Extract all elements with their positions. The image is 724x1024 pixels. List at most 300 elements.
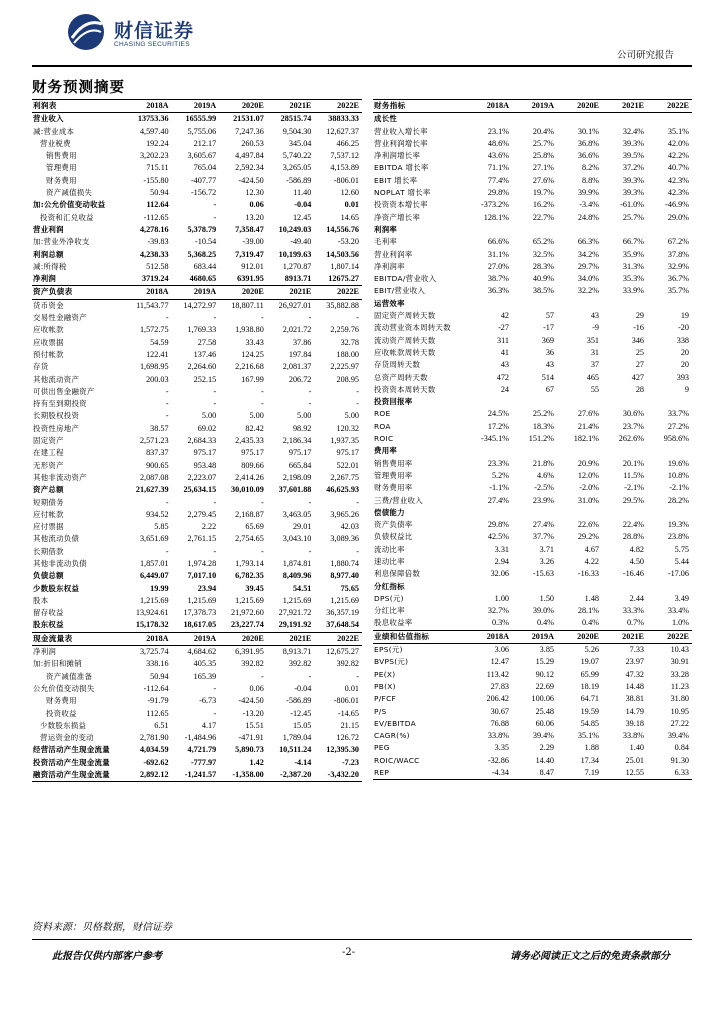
cell-value: 1,789.04 bbox=[282, 733, 312, 743]
cell-value: 1.00 bbox=[494, 593, 509, 603]
cell-value: 953.48 bbox=[193, 460, 217, 470]
cell-value: 29.01 bbox=[292, 522, 312, 532]
cell-value: 2,087.08 bbox=[139, 472, 169, 482]
cell-value: 1,938.80 bbox=[235, 325, 264, 335]
table-row bbox=[32, 410, 362, 422]
cell-value: 17.34 bbox=[580, 755, 599, 765]
cell-value: 124.25 bbox=[241, 349, 264, 359]
cell-value: 23.7% bbox=[622, 421, 644, 431]
cell-value: 151.2% bbox=[528, 434, 554, 444]
cell-value: -777.97 bbox=[190, 757, 217, 767]
cell-value: 27.6% bbox=[577, 409, 599, 419]
cell-value: 36.7% bbox=[667, 274, 689, 284]
cell-value: 405.35 bbox=[193, 659, 217, 669]
cell-value: 346 bbox=[631, 335, 644, 345]
cell-value: -2.1% bbox=[624, 483, 644, 493]
table-row bbox=[32, 349, 362, 361]
cell-value bbox=[467, 224, 512, 236]
cell-value: 54.85 bbox=[580, 718, 599, 728]
cell-value: 7.19 bbox=[557, 767, 602, 780]
row-label: 应收票据 bbox=[33, 337, 64, 347]
cell-value: - bbox=[261, 386, 264, 396]
cell-value: 25.8% bbox=[532, 151, 554, 161]
cell-value: 28 bbox=[635, 384, 644, 394]
cell-value: 14,272.97 bbox=[183, 300, 217, 310]
cell-value: -49.40 bbox=[290, 237, 312, 247]
cell-value bbox=[557, 396, 602, 408]
cell-value: 5.00 bbox=[344, 411, 359, 421]
cell-value: 934.52 bbox=[146, 509, 169, 519]
cell-value: -407.77 bbox=[190, 175, 217, 185]
cell-value: 5.00 bbox=[249, 411, 264, 421]
row-label: EBIT/营业收入 bbox=[374, 286, 426, 296]
cell-value: 1.42 bbox=[249, 757, 264, 767]
table-row bbox=[373, 322, 692, 334]
header-divider bbox=[32, 65, 692, 67]
table-row bbox=[373, 187, 692, 199]
table-row bbox=[32, 595, 362, 607]
table-row bbox=[373, 408, 692, 420]
cell-value: 28.1% bbox=[577, 606, 599, 616]
row-label: 财务费用率 bbox=[374, 483, 413, 493]
cell-value: 2,754.65 bbox=[235, 534, 264, 544]
cell-value: 12.45 bbox=[292, 212, 312, 222]
cell-value: -586.89 bbox=[286, 696, 312, 706]
table-row bbox=[32, 113, 362, 126]
cell-value: -1,484.96 bbox=[184, 733, 217, 743]
cell-value: 4680.65 bbox=[189, 274, 217, 284]
cell-value: 38.7% bbox=[487, 274, 509, 284]
cell-value: 1,974.28 bbox=[187, 558, 217, 568]
cell-value: 4.22 bbox=[584, 556, 599, 566]
table-header-row bbox=[32, 100, 362, 113]
cell-value: 39.18 bbox=[625, 718, 644, 728]
cell-value: 36.8% bbox=[577, 138, 599, 148]
cell-value: - bbox=[165, 399, 169, 409]
cell-value: 20.1% bbox=[622, 458, 644, 468]
cell-value: -3,432.20 bbox=[314, 769, 362, 782]
cell-value: 36.6% bbox=[577, 151, 599, 161]
cell-value: 10,199.63 bbox=[278, 249, 312, 259]
cell-value: -1,358.00 bbox=[219, 769, 267, 782]
cell-value: 208.95 bbox=[336, 374, 359, 384]
cell-value: 22.69 bbox=[535, 681, 554, 691]
cell-value: 25.48 bbox=[535, 706, 554, 716]
cell-value: 4.50 bbox=[629, 556, 644, 566]
footer-disclaimer-right: 请务必阅读正文之后的免责条款部分 bbox=[510, 951, 670, 962]
cell-value: 31.0% bbox=[577, 495, 599, 505]
cell-value: 3,725.74 bbox=[139, 647, 169, 657]
table-row bbox=[373, 593, 692, 605]
cell-value: 37 bbox=[590, 360, 599, 370]
cell-value: 128.1% bbox=[483, 212, 509, 222]
cell-value: 7,537.12 bbox=[330, 151, 359, 161]
cell-value: 3,202.23 bbox=[139, 151, 169, 161]
table-row bbox=[32, 337, 362, 349]
cell-value: 2,168.87 bbox=[235, 509, 264, 519]
cell-value: 23.1% bbox=[487, 126, 509, 136]
row-label: NOPLAT 增长率 bbox=[374, 188, 431, 198]
cell-value: 5,755.06 bbox=[187, 126, 217, 136]
cell-value: -806.01 bbox=[333, 696, 359, 706]
table-row bbox=[32, 484, 362, 496]
row-label: EBITDA/营业收入 bbox=[374, 274, 437, 284]
table-row bbox=[373, 384, 692, 396]
cell-value: -112.65 bbox=[143, 212, 169, 222]
cell-value: 182.1% bbox=[573, 434, 599, 444]
row-label: ROA bbox=[374, 421, 391, 431]
table-row bbox=[373, 669, 692, 681]
cell-value: 39.3% bbox=[622, 138, 644, 148]
row-label: PEG bbox=[374, 743, 390, 753]
cell-value: 522.01 bbox=[336, 460, 359, 470]
year-header: 2019A bbox=[172, 286, 220, 299]
cell-value bbox=[602, 298, 647, 310]
cell-value bbox=[512, 507, 557, 519]
cell-value: 958.6% bbox=[663, 434, 689, 444]
footer-divider bbox=[32, 939, 692, 940]
cell-value: 15,178.32 bbox=[135, 620, 169, 630]
cell-value: - bbox=[213, 313, 217, 323]
table-row bbox=[32, 583, 362, 595]
cell-value: 351 bbox=[586, 335, 599, 345]
cell-value: 10.8% bbox=[667, 470, 689, 480]
cell-value: 2,684.33 bbox=[187, 436, 217, 446]
row-label: ROIC bbox=[374, 434, 394, 444]
year-header: 2020E bbox=[557, 630, 602, 643]
row-label: 其他流动资产 bbox=[33, 374, 80, 384]
cell-value: 27.1% bbox=[532, 163, 554, 173]
cell-value: 809.66 bbox=[241, 460, 264, 470]
cell-value: - bbox=[308, 399, 312, 409]
table-row bbox=[32, 472, 362, 484]
table-header-label: 业绩和估值指标 bbox=[373, 630, 467, 643]
table-row bbox=[32, 509, 362, 521]
cell-value: 5.75 bbox=[674, 544, 689, 554]
cell-value: 18.3% bbox=[532, 421, 554, 431]
cell-value: 683.44 bbox=[193, 261, 217, 271]
cell-value: -586.89 bbox=[286, 175, 312, 185]
table-header-row bbox=[32, 286, 362, 299]
cell-value: 975.17 bbox=[288, 448, 312, 458]
cell-value: 28.3% bbox=[532, 261, 554, 271]
cell-value: 90.12 bbox=[535, 669, 554, 679]
cell-value: 75.65 bbox=[340, 583, 359, 593]
row-label: DPS(元) bbox=[374, 593, 404, 603]
cell-value: 392.82 bbox=[336, 659, 359, 669]
cell-value: 7,319.47 bbox=[235, 249, 264, 259]
cell-value: 10.95 bbox=[670, 706, 689, 716]
cell-value: 5.2% bbox=[491, 470, 509, 480]
cell-value: 43 bbox=[590, 311, 599, 321]
row-label: PB(X) bbox=[374, 681, 396, 691]
cell-value: 8,977.40 bbox=[330, 571, 359, 581]
cell-value: -14.65 bbox=[337, 708, 359, 718]
cell-value: 35.3% bbox=[622, 274, 644, 284]
cell-value bbox=[647, 581, 692, 593]
cell-value bbox=[602, 507, 647, 519]
cell-value: -3.4% bbox=[579, 200, 599, 210]
row-label: 交易性金融资产 bbox=[33, 313, 87, 323]
row-label: 可供出售金融资产 bbox=[33, 386, 95, 396]
cell-value: - bbox=[165, 546, 169, 556]
cell-value: -46.9% bbox=[665, 200, 689, 210]
cell-value: 35.1% bbox=[577, 731, 599, 741]
footer-disclaimer-left: 此报告仅供内部客户参考 bbox=[52, 951, 162, 962]
cell-value: 10,511.24 bbox=[279, 745, 312, 755]
cell-value: 0.84 bbox=[674, 743, 689, 753]
cell-value: -345.1% bbox=[481, 434, 509, 444]
year-header: 2018A bbox=[124, 632, 172, 645]
cell-value: 22.7% bbox=[532, 212, 554, 222]
year-header: 2018A bbox=[124, 286, 172, 299]
table-row bbox=[32, 162, 362, 174]
table-header-label: 财务指标 bbox=[373, 100, 467, 113]
income-statement-table bbox=[32, 99, 362, 285]
cell-value: 23.3% bbox=[487, 458, 509, 468]
cell-value: 28.2% bbox=[667, 495, 689, 505]
row-label: 其他非流动资产 bbox=[33, 472, 87, 482]
row-label: 毛利率 bbox=[374, 237, 398, 247]
table-row bbox=[373, 298, 692, 310]
year-header: 2022E bbox=[314, 286, 362, 299]
cell-value: 42.0% bbox=[667, 138, 689, 148]
row-label: 投资回报率 bbox=[374, 397, 413, 407]
cell-value: 11.23 bbox=[670, 681, 689, 691]
cell-value: 14,503.56 bbox=[326, 249, 359, 259]
cell-value: 188.00 bbox=[336, 349, 359, 359]
cell-value: 1,215.69 bbox=[282, 595, 312, 605]
cell-value: -6.73 bbox=[199, 696, 217, 706]
row-label: 流动资产周转天数 bbox=[374, 335, 436, 345]
cell-value: 98.92 bbox=[292, 423, 312, 433]
cell-value: 50.94 bbox=[150, 188, 169, 198]
cell-value: 31.80 bbox=[670, 694, 689, 704]
table-row bbox=[373, 531, 692, 543]
table-row bbox=[32, 199, 362, 211]
cell-value: 837.37 bbox=[146, 448, 169, 458]
cell-value: -16 bbox=[633, 323, 644, 333]
cell-value: 1,937.35 bbox=[330, 436, 359, 446]
cell-value: 9,504.30 bbox=[282, 126, 312, 136]
cell-value: 212.17 bbox=[193, 138, 217, 148]
cell-value: 12.60 bbox=[340, 188, 359, 198]
year-header: 2022E bbox=[314, 632, 362, 645]
cell-value: 472 bbox=[496, 372, 509, 382]
brand-name-cn: 财信证券 bbox=[114, 20, 195, 42]
cell-value: 34.0% bbox=[577, 274, 599, 284]
cell-value: 512.58 bbox=[146, 261, 169, 271]
cell-value: 25,634.15 bbox=[183, 485, 217, 495]
row-label: 投资资本周转天数 bbox=[374, 384, 436, 394]
cell-value bbox=[602, 396, 647, 408]
row-label: CAGR(%) bbox=[374, 731, 410, 741]
row-label: 财务费用 bbox=[46, 175, 77, 185]
cell-value: 3.06 bbox=[494, 645, 509, 655]
cell-value: 5,740.22 bbox=[282, 151, 312, 161]
cell-value: 29,191.92 bbox=[278, 620, 312, 630]
row-label: EPS(元) bbox=[374, 645, 403, 655]
table-row bbox=[32, 224, 362, 236]
table-row bbox=[32, 273, 362, 285]
cell-value: - bbox=[213, 399, 217, 409]
row-label: 加:折旧和摊销 bbox=[33, 659, 82, 669]
cell-value: 262.6% bbox=[618, 434, 644, 444]
cell-value: 32.9% bbox=[667, 261, 689, 271]
table-row bbox=[373, 285, 692, 297]
cell-value: 50.94 bbox=[150, 671, 169, 681]
cell-value: 66.7% bbox=[622, 237, 644, 247]
cell-value: 65.99 bbox=[580, 669, 599, 679]
row-label: ROIC/WACC bbox=[374, 755, 420, 765]
cell-value: 2,414.26 bbox=[235, 472, 264, 482]
cell-value: 100.06 bbox=[531, 694, 554, 704]
cell-value: 35.7% bbox=[667, 286, 689, 296]
cell-value: 2,264.60 bbox=[187, 362, 217, 372]
row-label: 销售费用 bbox=[46, 151, 77, 161]
table-row bbox=[373, 199, 692, 211]
row-label: 分红比率 bbox=[374, 606, 405, 616]
table-row bbox=[373, 126, 692, 138]
cell-value: 42.3% bbox=[667, 175, 689, 185]
cell-value: 33.3% bbox=[622, 606, 644, 616]
cell-value: 7,358.47 bbox=[235, 224, 264, 234]
cell-value: 1,769.33 bbox=[187, 325, 217, 335]
cell-value: - bbox=[261, 399, 264, 409]
cell-value: 4.67 bbox=[584, 544, 599, 554]
cell-value: 3,043.10 bbox=[282, 534, 312, 544]
cell-value: -61.0% bbox=[620, 200, 644, 210]
cell-value: 197.84 bbox=[288, 349, 312, 359]
cell-value: 975.17 bbox=[193, 448, 217, 458]
cell-value: 25.7% bbox=[532, 138, 554, 148]
row-label: 资产减值准备 bbox=[46, 671, 93, 681]
row-label: EBITDA 增长率 bbox=[374, 163, 429, 173]
cell-value bbox=[467, 113, 512, 126]
brand-name-en: CHASING SECURITIES bbox=[114, 41, 190, 48]
cell-value: 36,357.19 bbox=[326, 608, 359, 618]
row-label: 应付帐款 bbox=[33, 509, 64, 519]
table-row bbox=[32, 398, 362, 410]
row-label: 运营效率 bbox=[374, 298, 405, 308]
table-row bbox=[32, 683, 362, 695]
cell-value: 24.8% bbox=[577, 212, 599, 222]
cell-value: 12675.27 bbox=[328, 274, 359, 284]
cell-value: 4.17 bbox=[201, 720, 217, 730]
cell-value: 3.71 bbox=[539, 544, 554, 554]
table-row bbox=[32, 460, 362, 472]
table-row bbox=[32, 386, 362, 398]
page-number: -2- bbox=[342, 947, 356, 958]
cell-value: 27 bbox=[635, 360, 644, 370]
year-header: 2022E bbox=[314, 100, 362, 113]
row-label: 销售费用率 bbox=[374, 458, 413, 468]
cell-value: 2,021.72 bbox=[282, 325, 312, 335]
table-row bbox=[32, 658, 362, 670]
cell-value: 15.51 bbox=[245, 720, 264, 730]
table-row bbox=[373, 644, 692, 657]
cell-value: 27.4% bbox=[532, 520, 554, 530]
row-label: 少数股东损益 bbox=[40, 720, 87, 730]
cell-value: 27.83 bbox=[490, 681, 509, 691]
table-row bbox=[373, 681, 692, 693]
row-label: 股东权益 bbox=[33, 620, 64, 630]
cell-value: 12,627.37 bbox=[326, 126, 359, 136]
cell-value: 66.6% bbox=[487, 237, 509, 247]
cell-value: 35.1% bbox=[667, 126, 689, 136]
cell-value: 6.51 bbox=[154, 720, 169, 730]
cell-value: 19.7% bbox=[532, 188, 554, 198]
cell-value: 3719.24 bbox=[141, 274, 169, 284]
cell-value: 4,278.16 bbox=[139, 224, 169, 234]
table-row bbox=[373, 359, 692, 371]
cell-value: -0.04 bbox=[294, 200, 312, 210]
cell-value: 122.41 bbox=[146, 349, 169, 359]
cell-value: 900.65 bbox=[146, 460, 169, 470]
cell-value: 38.57 bbox=[150, 423, 169, 433]
cell-value: 12,395.30 bbox=[326, 745, 359, 755]
row-label: 应收帐款 bbox=[33, 325, 64, 335]
cell-value: - bbox=[165, 497, 169, 507]
cell-value: 4,497.84 bbox=[235, 151, 264, 161]
cell-value: 25 bbox=[635, 347, 644, 357]
cell-value: - bbox=[165, 411, 169, 421]
year-header: 2018A bbox=[467, 630, 512, 643]
cell-value: 311 bbox=[497, 335, 509, 345]
cell-value: - bbox=[261, 313, 264, 323]
cell-value: 67 bbox=[545, 384, 554, 394]
cell-value: 39.3% bbox=[622, 175, 644, 185]
cell-value: 8,409.96 bbox=[282, 571, 312, 581]
cell-value bbox=[602, 445, 647, 457]
row-label: 投资收益 bbox=[46, 708, 77, 718]
table-row bbox=[373, 310, 692, 322]
cell-value: 1,874.81 bbox=[282, 558, 312, 568]
cell-value: 39.9% bbox=[577, 188, 599, 198]
table-row bbox=[373, 742, 692, 754]
cell-value: 975.17 bbox=[336, 448, 359, 458]
ratios-table bbox=[373, 99, 692, 630]
report-type: 公司研究报告 bbox=[616, 50, 674, 61]
company-logo-icon bbox=[66, 12, 106, 52]
row-label: 减:所得税 bbox=[33, 261, 67, 271]
cell-value: 19 bbox=[680, 311, 689, 321]
cell-value: 39.4% bbox=[667, 731, 689, 741]
cell-value: -4.14 bbox=[294, 757, 312, 767]
cell-value: 33.8% bbox=[487, 731, 509, 741]
table-row bbox=[373, 730, 692, 742]
cell-value: 13,924.61 bbox=[135, 608, 169, 618]
cell-value: 19.59 bbox=[580, 706, 599, 716]
cell-value: 192.24 bbox=[146, 138, 169, 148]
cell-value: -2,387.20 bbox=[267, 769, 315, 782]
cell-value: 5,378.79 bbox=[187, 224, 217, 234]
row-label: 偿债能力 bbox=[374, 507, 405, 517]
cell-value: 39.3% bbox=[622, 188, 644, 198]
table-row bbox=[32, 150, 362, 162]
cell-value: -91.79 bbox=[147, 696, 169, 706]
row-label: REP bbox=[373, 767, 467, 780]
cell-value: 38.5% bbox=[532, 286, 554, 296]
cell-value: 345.04 bbox=[288, 138, 312, 148]
cell-value: 2,259.76 bbox=[330, 325, 359, 335]
cell-value: - bbox=[356, 399, 359, 409]
cell-value: 8913.71 bbox=[284, 274, 312, 284]
cell-value: -2.1% bbox=[669, 483, 689, 493]
cell-value: 67.2% bbox=[667, 237, 689, 247]
row-label: 利润率 bbox=[374, 224, 398, 234]
table-row bbox=[32, 435, 362, 447]
